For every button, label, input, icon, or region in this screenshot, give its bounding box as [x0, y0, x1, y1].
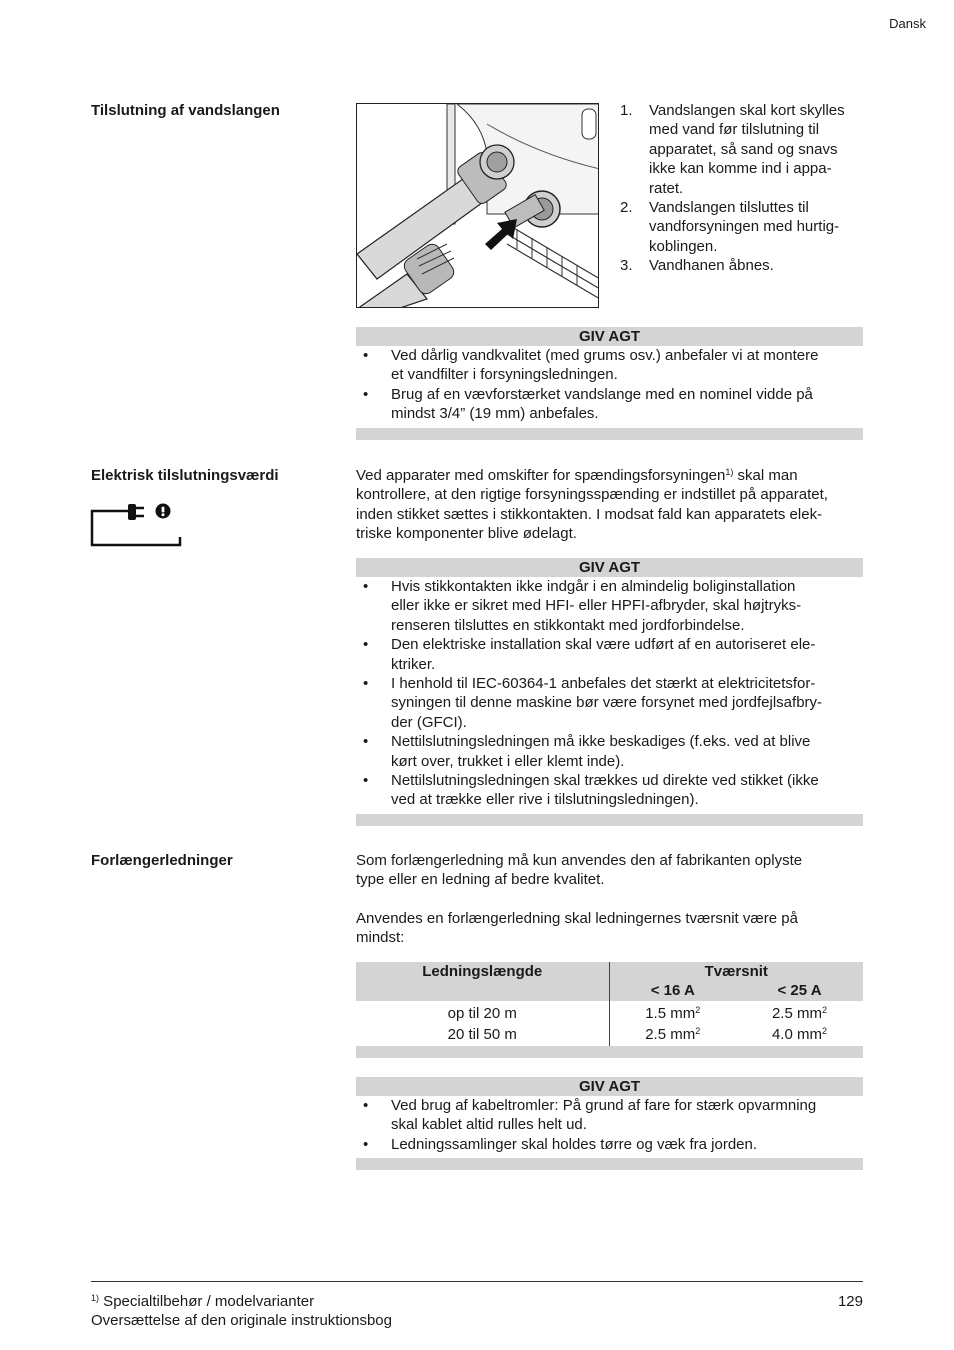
power-plug-info-icon — [90, 503, 184, 547]
notice-title: GIV AGT — [356, 327, 863, 346]
section-title-water: Tilslutning af vandslangen — [91, 102, 280, 119]
cell-25a: 4.0 $mm^2$ — [771, 1026, 828, 1044]
notice-list — [356, 1096, 863, 1154]
step-line: apparatet, så sand og snavs — [649, 140, 838, 158]
intro-line: kontrollere, at den rigtige forsyningsspænding er indstillet på apparatet, — [356, 486, 828, 504]
bullet-dot: • — [363, 1135, 369, 1153]
step-line: Vandslangen tilsluttes til — [649, 199, 809, 217]
notice-line: mindst 3/4” (19 mm) anbefales. — [391, 405, 599, 423]
bullet-dot: • — [363, 733, 369, 751]
bullet-dot: • — [363, 1097, 369, 1114]
extension-para-2 — [356, 909, 866, 948]
notice-line: eller ikke er sikret med HFI- eller HPFI-afbryder, skal højtryks- — [391, 597, 802, 615]
notice-line: ktriker. — [391, 655, 436, 673]
header-length: Ledningslængde — [356, 962, 609, 1001]
notice-item — [356, 385, 863, 424]
notice-electric — [356, 558, 863, 826]
notice-line: Hvis stikkontakten ikke indgår i en almindelig boliginstallation — [391, 578, 796, 595]
notice-item — [356, 732, 863, 771]
footer-left — [91, 1292, 392, 1331]
notice-footer-bar — [356, 428, 863, 440]
hose-connection-figure — [356, 103, 599, 308]
notice-footer-bar — [356, 1158, 863, 1170]
notice-item — [356, 771, 863, 810]
notice-list — [356, 346, 863, 424]
intro-line: triske komponenter blive ødelagt. — [356, 525, 577, 543]
notice-footer-bar — [356, 814, 863, 826]
step-number: 3. — [620, 257, 633, 275]
footer-subtitle: Oversættelse af den originale instruktionsbog — [91, 1312, 392, 1330]
notice-water — [356, 327, 863, 440]
bullet-dot: • — [363, 385, 369, 403]
bullet-dot: • — [363, 636, 369, 654]
notice-list — [356, 577, 863, 810]
step-line: med vand før tilslutning til — [649, 121, 820, 139]
step-2 — [620, 198, 865, 256]
notice-line: Nettilslutningsledningen skal trækkes ud direkte ved stikket (ikke — [391, 772, 819, 790]
footer-divider — [91, 1281, 863, 1282]
section-title-electric: Elektrisk tilslutningsværdi — [91, 467, 279, 484]
water-steps-list — [620, 101, 865, 276]
table-footer-bar — [356, 1046, 863, 1058]
step-line: koblingen. — [649, 237, 718, 255]
bullet-dot: • — [363, 347, 369, 364]
step-line: ikke kan komme ind i appa- — [649, 160, 832, 178]
cell-length: op til 20 m — [356, 1001, 609, 1023]
cell-16a: 1.5 $mm^2$ — [645, 1004, 701, 1022]
notice-line: Ved dårlig vandkvalitet (med grums osv.) anbefaler vi at montere — [391, 347, 819, 364]
notice-line: kørt over, trukket i eller klemt inde). — [391, 752, 625, 770]
notice-item — [356, 674, 863, 732]
step-line: ratet. — [649, 179, 684, 197]
para-line: type eller en ledning af bedre kvalitet. — [356, 871, 605, 889]
cell-16a: 2.5 $mm^2$ — [645, 1026, 701, 1044]
para-line: Som forlængerledning må kun anvendes den af fabrikanten oplyste — [356, 852, 803, 869]
header-cross-section: Tværsnit — [609, 962, 863, 981]
notice-line: der (GFCI). — [391, 713, 467, 731]
notice-line: Ledningssamlinger skal holdes tørre og væk fra jorden. — [391, 1135, 758, 1153]
notice-item — [356, 1135, 863, 1154]
table-row — [356, 1023, 863, 1046]
bullet-dot: • — [363, 772, 369, 790]
header-16a: < 16 A — [609, 981, 736, 1000]
bullet-dot: • — [363, 578, 369, 595]
step-line: vandforsyningen med hurtig- — [649, 218, 840, 236]
notice-item — [356, 1096, 863, 1135]
notice-item — [356, 346, 863, 385]
notice-extension — [356, 1077, 863, 1170]
intro-line: inden stikket sættes i stikkontakten. I modsat fald kan apparatets elek- — [356, 505, 823, 523]
step-line: Vandhanen åbnes. — [649, 257, 774, 275]
notice-title: GIV AGT — [356, 558, 863, 577]
header-25a: < 25 A — [736, 981, 863, 1000]
cell-length: 20 til 50 m — [356, 1023, 609, 1046]
cell-25a: 2.5 $mm^2$ — [771, 1004, 828, 1022]
footnote-ref: 1) — [725, 467, 734, 477]
para-line: mindst: — [356, 929, 405, 947]
notice-line: Ved brug af kabeltromler: På grund af fare for stærk opvarmning — [391, 1097, 817, 1114]
notice-line: ved at trække eller rive i tilslutningsledningen). — [391, 791, 699, 809]
step-number: 1. — [620, 102, 633, 119]
language-label: Dansk — [889, 16, 926, 31]
step-line: Vandslangen skal kort skylles — [649, 102, 845, 119]
notice-line: I henhold til IEC-60364-1 anbefales det stærkt at elektricitetsfor- — [391, 675, 816, 693]
table-row — [356, 1001, 863, 1023]
step-1 — [620, 101, 865, 198]
table-header-row — [356, 962, 863, 981]
electric-intro — [356, 466, 866, 544]
notice-line: et vandfilter i forsyningsledningen. — [391, 366, 618, 384]
notice-line: Nettilslutningsledningen må ikke beskadiges (f.eks. ved at blive — [391, 733, 811, 751]
notice-title: GIV AGT — [356, 1077, 863, 1096]
page-number: 129 — [837, 1293, 863, 1310]
notice-item — [356, 635, 863, 674]
hose-connection-illustration — [357, 104, 599, 308]
section-title-extension: Forlængerledninger — [91, 852, 233, 869]
bullet-dot: • — [363, 675, 369, 693]
extension-para-1 — [356, 851, 866, 890]
step-number: 2. — [620, 199, 633, 217]
notice-line: syningen til denne maskine bør være forsynet med jordfejlsafbry- — [391, 694, 823, 712]
footnote: $^{1)}$ Specialtilbehør / modelvarianter — [91, 1293, 315, 1310]
para-line: Anvendes en forlængerledning skal ledningernes tværsnit være på — [356, 910, 798, 927]
cable-cross-section-table — [356, 962, 863, 1047]
notice-item — [356, 577, 863, 635]
notice-line: Den elektriske installation skal være udført af en autoriseret ele- — [391, 636, 816, 654]
notice-line: renseren tilsluttes en stikkontakt med jordforbindelse. — [391, 616, 745, 634]
intro-line: Ved apparater med omskifter for spændingsforsyningen$^{1)}$ skal man — [356, 467, 798, 484]
step-3 — [620, 256, 865, 275]
notice-line: skal kablet altid rulles helt ud. — [391, 1116, 587, 1134]
notice-line: Brug af en vævforstærket vandslange med en nominel vidde på — [391, 385, 813, 403]
